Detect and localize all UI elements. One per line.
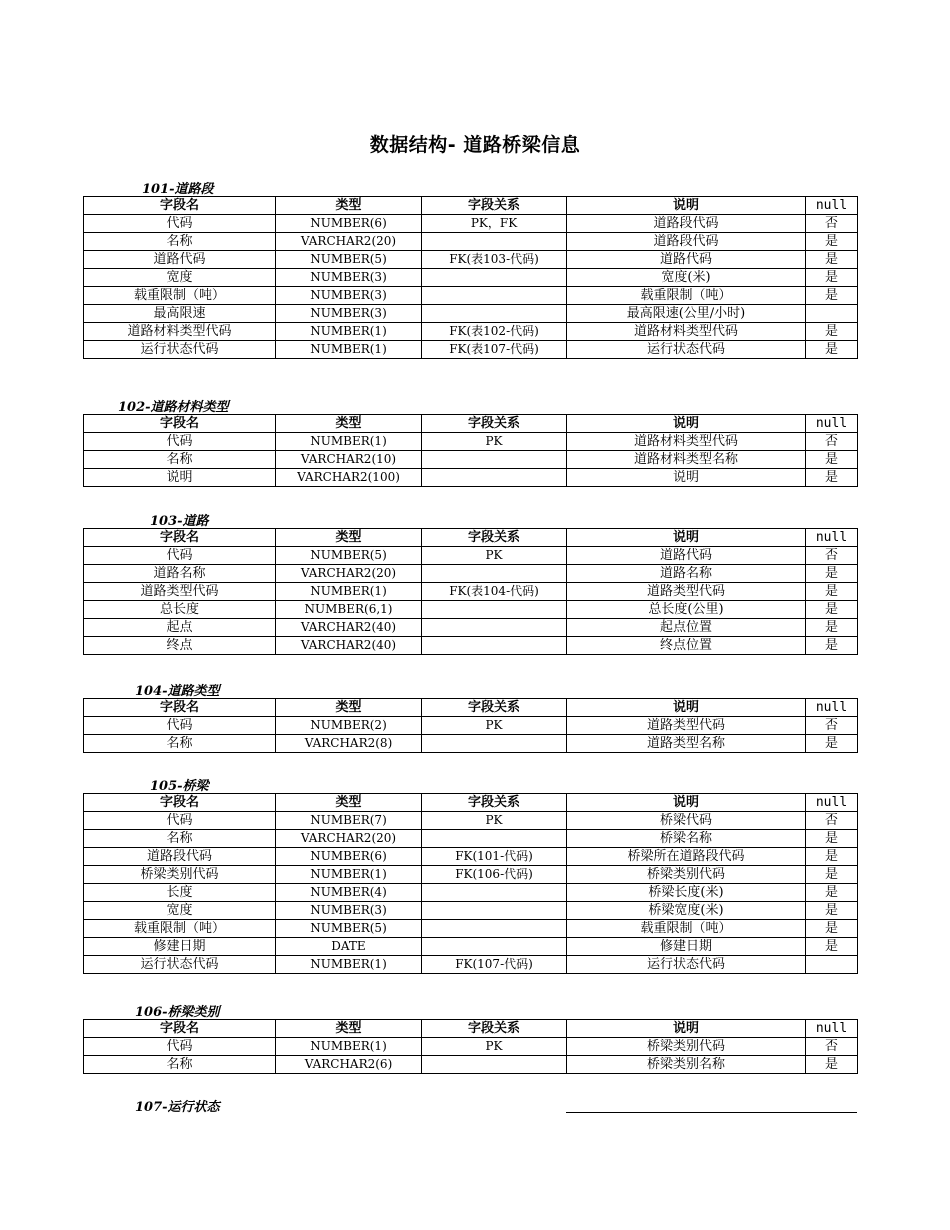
cell-field: 运行状态代码 <box>84 341 276 359</box>
cell-relation: FK(107-代码) <box>422 956 567 974</box>
column-header-type: 类型 <box>276 1020 422 1038</box>
cell-field: 起点 <box>84 619 276 637</box>
schema-table <box>83 528 858 655</box>
cell-type: NUMBER(7) <box>276 812 422 830</box>
cell-relation: PK <box>422 717 567 735</box>
cell-field: 代码 <box>84 547 276 565</box>
column-header-null: null <box>806 794 858 812</box>
schema-table <box>83 1019 858 1074</box>
table-row <box>84 269 858 287</box>
cell-desc: 道路材料类型代码 <box>567 323 806 341</box>
cell-desc: 说明 <box>567 469 806 487</box>
cell-desc: 桥梁类别名称 <box>567 1056 806 1074</box>
cell-desc: 道路代码 <box>567 547 806 565</box>
cell-null <box>806 305 858 323</box>
cell-field: 说明 <box>84 469 276 487</box>
cell-field: 长度 <box>84 884 276 902</box>
column-header-null: null <box>806 1020 858 1038</box>
column-header-desc: 说明 <box>567 794 806 812</box>
cell-desc: 桥梁宽度(米) <box>567 902 806 920</box>
cell-null: 是 <box>806 565 858 583</box>
table-row <box>84 717 858 735</box>
cell-relation: FK(106-代码) <box>422 866 567 884</box>
cell-null: 是 <box>806 866 858 884</box>
cell-null: 是 <box>806 269 858 287</box>
table-header-row <box>84 197 858 215</box>
cell-relation <box>422 902 567 920</box>
column-header-null: null <box>806 415 858 433</box>
cell-desc: 道路材料类型代码 <box>567 433 806 451</box>
cell-desc: 道路段代码 <box>567 233 806 251</box>
cell-field: 代码 <box>84 1038 276 1056</box>
cell-field: 道路代码 <box>84 251 276 269</box>
section-title: 104-道路类型 <box>135 684 220 699</box>
cell-null: 是 <box>806 233 858 251</box>
cell-null: 是 <box>806 920 858 938</box>
table-row <box>84 305 858 323</box>
cell-desc: 起点位置 <box>567 619 806 637</box>
table-row <box>84 547 858 565</box>
cell-relation <box>422 451 567 469</box>
cell-type: NUMBER(5) <box>276 547 422 565</box>
cell-null: 否 <box>806 1038 858 1056</box>
table-row <box>84 1038 858 1056</box>
column-header-field: 字段名 <box>84 197 276 215</box>
cell-type: NUMBER(1) <box>276 956 422 974</box>
column-header-field: 字段名 <box>84 1020 276 1038</box>
cell-desc: 修建日期 <box>567 938 806 956</box>
table-row <box>84 251 858 269</box>
cell-relation: PK，FK <box>422 215 567 233</box>
schema-table <box>83 793 858 974</box>
cell-relation <box>422 938 567 956</box>
cell-type: VARCHAR2(8) <box>276 735 422 753</box>
cell-relation <box>422 469 567 487</box>
cell-field: 代码 <box>84 215 276 233</box>
cell-null: 否 <box>806 215 858 233</box>
table-row <box>84 735 858 753</box>
page-title: 数据结构- 道路桥梁信息 <box>369 134 581 156</box>
table-row <box>84 287 858 305</box>
column-header-desc: 说明 <box>567 529 806 547</box>
column-header-type: 类型 <box>276 794 422 812</box>
column-header-null: null <box>806 197 858 215</box>
cell-type: VARCHAR2(20) <box>276 233 422 251</box>
cell-field: 道路材料类型代码 <box>84 323 276 341</box>
table-row <box>84 619 858 637</box>
cell-null: 是 <box>806 451 858 469</box>
cell-desc: 总长度(公里) <box>567 601 806 619</box>
cell-null: 是 <box>806 848 858 866</box>
cell-type: VARCHAR2(40) <box>276 637 422 655</box>
table-row <box>84 902 858 920</box>
cell-field: 终点 <box>84 637 276 655</box>
table-row <box>84 469 858 487</box>
cell-null: 是 <box>806 637 858 655</box>
cell-field: 载重限制（吨） <box>84 920 276 938</box>
cell-type: NUMBER(1) <box>276 433 422 451</box>
cell-null: 是 <box>806 323 858 341</box>
table-row <box>84 583 858 601</box>
cell-field: 名称 <box>84 233 276 251</box>
cell-desc: 道路材料类型名称 <box>567 451 806 469</box>
cell-relation <box>422 735 567 753</box>
cell-desc: 桥梁代码 <box>567 812 806 830</box>
cell-type: NUMBER(3) <box>276 305 422 323</box>
table-row <box>84 215 858 233</box>
schema-table <box>83 698 858 753</box>
table-row <box>84 866 858 884</box>
cell-field: 最高限速 <box>84 305 276 323</box>
cell-null: 是 <box>806 287 858 305</box>
cell-null <box>806 956 858 974</box>
cell-type: DATE <box>276 938 422 956</box>
schema-table <box>83 414 858 487</box>
cell-type: NUMBER(1) <box>276 341 422 359</box>
cell-field: 代码 <box>84 717 276 735</box>
cell-type: NUMBER(3) <box>276 287 422 305</box>
cell-desc: 运行状态代码 <box>567 956 806 974</box>
cell-field: 名称 <box>84 1056 276 1074</box>
cell-type: NUMBER(1) <box>276 583 422 601</box>
table-row <box>84 565 858 583</box>
cell-desc: 宽度(米) <box>567 269 806 287</box>
cell-desc: 桥梁名称 <box>567 830 806 848</box>
table-row <box>84 848 858 866</box>
section-title: 103-道路 <box>150 514 209 529</box>
cell-relation <box>422 287 567 305</box>
divider-line <box>566 1112 857 1113</box>
table-row <box>84 812 858 830</box>
column-header-relation: 字段关系 <box>422 415 567 433</box>
column-header-field: 字段名 <box>84 794 276 812</box>
table-row <box>84 341 858 359</box>
column-header-null: null <box>806 699 858 717</box>
cell-type: NUMBER(1) <box>276 323 422 341</box>
cell-relation: PK <box>422 812 567 830</box>
cell-relation: PK <box>422 1038 567 1056</box>
cell-type: VARCHAR2(10) <box>276 451 422 469</box>
section-title: 105-桥梁 <box>150 779 209 794</box>
cell-null: 是 <box>806 1056 858 1074</box>
cell-relation <box>422 619 567 637</box>
column-header-relation: 字段关系 <box>422 197 567 215</box>
column-header-relation: 字段关系 <box>422 1020 567 1038</box>
cell-type: VARCHAR2(100) <box>276 469 422 487</box>
cell-type: VARCHAR2(40) <box>276 619 422 637</box>
cell-relation <box>422 637 567 655</box>
cell-relation <box>422 601 567 619</box>
cell-type: NUMBER(5) <box>276 251 422 269</box>
table-row <box>84 1056 858 1074</box>
column-header-type: 类型 <box>276 415 422 433</box>
table-row <box>84 233 858 251</box>
cell-null: 是 <box>806 830 858 848</box>
cell-field: 修建日期 <box>84 938 276 956</box>
cell-null: 是 <box>806 583 858 601</box>
cell-relation <box>422 1056 567 1074</box>
table-row <box>84 938 858 956</box>
cell-relation: FK(表107-代码) <box>422 341 567 359</box>
cell-null: 否 <box>806 812 858 830</box>
section-title: 102-道路材料类型 <box>118 400 229 415</box>
table-row <box>84 323 858 341</box>
cell-null: 是 <box>806 884 858 902</box>
table-row <box>84 956 858 974</box>
column-header-desc: 说明 <box>567 1020 806 1038</box>
cell-null: 是 <box>806 902 858 920</box>
cell-type: NUMBER(6) <box>276 848 422 866</box>
cell-relation <box>422 830 567 848</box>
cell-desc: 道路名称 <box>567 565 806 583</box>
table-header-row <box>84 699 858 717</box>
cell-desc: 桥梁类别代码 <box>567 1038 806 1056</box>
cell-desc: 道路代码 <box>567 251 806 269</box>
cell-field: 宽度 <box>84 902 276 920</box>
cell-relation <box>422 884 567 902</box>
column-header-type: 类型 <box>276 197 422 215</box>
table-row <box>84 451 858 469</box>
schema-table <box>83 196 858 359</box>
cell-type: NUMBER(1) <box>276 1038 422 1056</box>
cell-field: 代码 <box>84 433 276 451</box>
cell-desc: 终点位置 <box>567 637 806 655</box>
cell-desc: 载重限制（吨） <box>567 920 806 938</box>
cell-desc: 道路类型名称 <box>567 735 806 753</box>
section-title-107: 107-运行状态 <box>135 1100 220 1115</box>
section-title: 101-道路段 <box>142 182 214 197</box>
table-row <box>84 433 858 451</box>
table-header-row <box>84 794 858 812</box>
cell-type: NUMBER(4) <box>276 884 422 902</box>
cell-type: NUMBER(3) <box>276 269 422 287</box>
cell-relation: PK <box>422 433 567 451</box>
cell-field: 宽度 <box>84 269 276 287</box>
column-header-type: 类型 <box>276 699 422 717</box>
cell-field: 名称 <box>84 735 276 753</box>
cell-field: 总长度 <box>84 601 276 619</box>
cell-desc: 桥梁所在道路段代码 <box>567 848 806 866</box>
cell-field: 名称 <box>84 451 276 469</box>
section-title: 106-桥梁类别 <box>135 1005 220 1020</box>
cell-relation: FK(表104-代码) <box>422 583 567 601</box>
cell-desc: 道路类型代码 <box>567 717 806 735</box>
column-header-desc: 说明 <box>567 699 806 717</box>
cell-desc: 运行状态代码 <box>567 341 806 359</box>
cell-null: 是 <box>806 938 858 956</box>
table-row <box>84 637 858 655</box>
cell-type: VARCHAR2(20) <box>276 565 422 583</box>
cell-type: NUMBER(3) <box>276 902 422 920</box>
cell-type: NUMBER(1) <box>276 866 422 884</box>
column-header-desc: 说明 <box>567 197 806 215</box>
cell-null: 是 <box>806 469 858 487</box>
cell-relation <box>422 565 567 583</box>
column-header-type: 类型 <box>276 529 422 547</box>
cell-field: 桥梁类别代码 <box>84 866 276 884</box>
cell-field: 道路类型代码 <box>84 583 276 601</box>
cell-null: 是 <box>806 341 858 359</box>
column-header-field: 字段名 <box>84 529 276 547</box>
cell-field: 运行状态代码 <box>84 956 276 974</box>
column-header-relation: 字段关系 <box>422 529 567 547</box>
cell-type: NUMBER(5) <box>276 920 422 938</box>
column-header-desc: 说明 <box>567 415 806 433</box>
cell-field: 道路段代码 <box>84 848 276 866</box>
cell-type: NUMBER(6) <box>276 215 422 233</box>
cell-type: VARCHAR2(6) <box>276 1056 422 1074</box>
cell-field: 载重限制（吨） <box>84 287 276 305</box>
cell-desc: 道路段代码 <box>567 215 806 233</box>
cell-desc: 桥梁长度(米) <box>567 884 806 902</box>
column-header-relation: 字段关系 <box>422 794 567 812</box>
cell-null: 否 <box>806 717 858 735</box>
column-header-null: null <box>806 529 858 547</box>
cell-desc: 桥梁类别代码 <box>567 866 806 884</box>
table-header-row <box>84 415 858 433</box>
table-row <box>84 884 858 902</box>
cell-null: 否 <box>806 547 858 565</box>
cell-type: NUMBER(2) <box>276 717 422 735</box>
cell-null: 否 <box>806 433 858 451</box>
table-header-row <box>84 1020 858 1038</box>
cell-type: NUMBER(6,1) <box>276 601 422 619</box>
column-header-field: 字段名 <box>84 699 276 717</box>
cell-relation <box>422 920 567 938</box>
column-header-relation: 字段关系 <box>422 699 567 717</box>
cell-field: 道路名称 <box>84 565 276 583</box>
cell-relation: FK(表103-代码) <box>422 251 567 269</box>
cell-field: 代码 <box>84 812 276 830</box>
cell-relation <box>422 269 567 287</box>
column-header-field: 字段名 <box>84 415 276 433</box>
cell-null: 是 <box>806 251 858 269</box>
cell-type: VARCHAR2(20) <box>276 830 422 848</box>
cell-null: 是 <box>806 735 858 753</box>
cell-relation: FK(101-代码) <box>422 848 567 866</box>
cell-relation: FK(表102-代码) <box>422 323 567 341</box>
cell-desc: 载重限制（吨） <box>567 287 806 305</box>
table-row <box>84 830 858 848</box>
table-header-row <box>84 529 858 547</box>
cell-relation <box>422 233 567 251</box>
table-row <box>84 601 858 619</box>
cell-relation: PK <box>422 547 567 565</box>
cell-desc: 最高限速(公里/小时) <box>567 305 806 323</box>
table-row <box>84 920 858 938</box>
cell-field: 名称 <box>84 830 276 848</box>
cell-null: 是 <box>806 601 858 619</box>
cell-desc: 道路类型代码 <box>567 583 806 601</box>
cell-relation <box>422 305 567 323</box>
cell-null: 是 <box>806 619 858 637</box>
